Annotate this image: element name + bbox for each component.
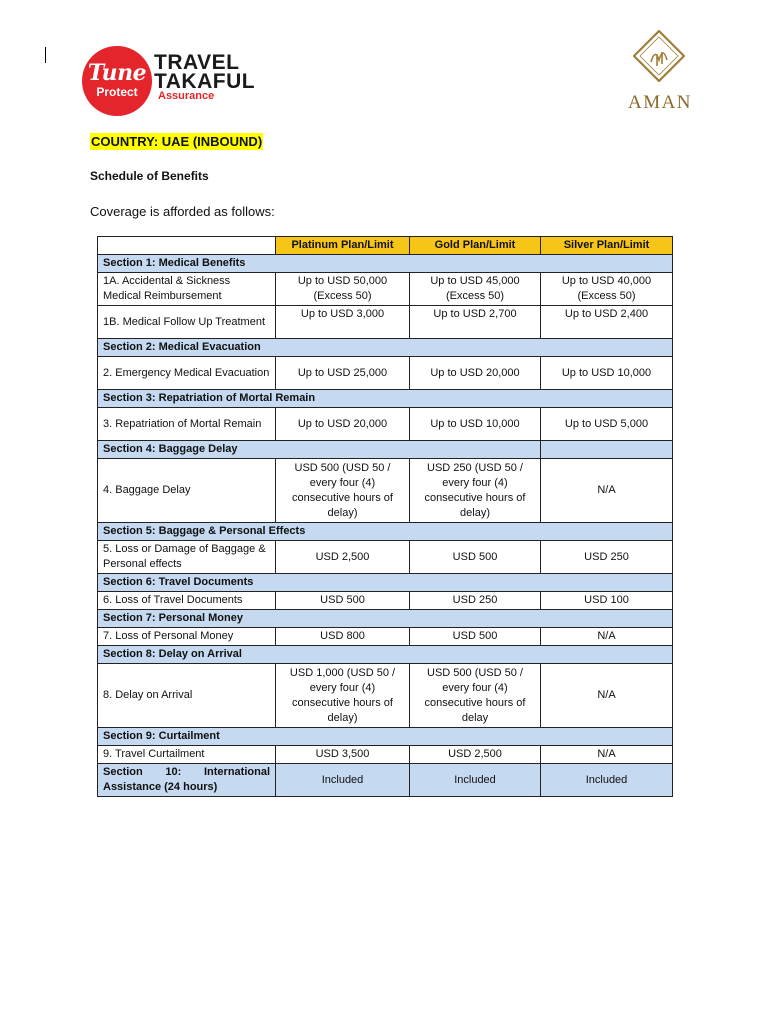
gold-value: USD 500 <box>410 541 541 574</box>
table-row <box>98 628 673 646</box>
silver-value: Up to USD 2,400 <box>541 306 673 339</box>
section-title: Section 4: Baggage Delay <box>98 441 541 459</box>
benefit-label: 7. Loss of Personal Money <box>98 628 276 646</box>
tune-protect-logo <box>82 44 282 124</box>
benefit-label: 8. Delay on Arrival <box>98 664 276 728</box>
table-row <box>98 273 673 306</box>
silver-value: N/A <box>541 459 673 523</box>
section-row <box>98 255 673 273</box>
gold-value: Up to USD 10,000 <box>410 408 541 441</box>
country-heading: COUNTRY: UAE (INBOUND) <box>91 134 263 149</box>
benefits-table <box>97 236 673 797</box>
table-header-row <box>98 237 673 255</box>
coverage-text: Coverage is afforded as follows: <box>90 204 275 219</box>
gold-value: USD 2,500 <box>410 746 541 764</box>
table-row <box>98 764 673 797</box>
table-row <box>98 746 673 764</box>
section-title: Section 7: Personal Money <box>98 610 673 628</box>
text-cursor <box>45 47 46 63</box>
section-blank-cell <box>541 441 673 459</box>
schedule-title: Schedule of Benefits <box>90 169 209 183</box>
silver-value: N/A <box>541 664 673 728</box>
gold-value: USD 500 <box>410 628 541 646</box>
tune-protect-badge <box>82 46 152 116</box>
gold-value: Up to USD 20,000 <box>410 357 541 390</box>
section-row <box>98 646 673 664</box>
benefit-label: 1B. Medical Follow Up Treatment <box>98 306 276 339</box>
platinum-header: Platinum Plan/Limit <box>276 237 410 255</box>
platinum-value: USD 500 <box>276 592 410 610</box>
platinum-value: USD 500 (USD 50 / every four (4) consecutive hours of delay) <box>276 459 410 523</box>
platinum-value: Included <box>276 764 410 797</box>
benefit-label: 4. Baggage Delay <box>98 459 276 523</box>
platinum-value: USD 800 <box>276 628 410 646</box>
section-title: Section 6: Travel Documents <box>98 574 673 592</box>
benefit-label: 3. Repatriation of Mortal Remain <box>98 408 276 441</box>
benefit-label: 1A. Accidental & Sickness Medical Reimbursement <box>98 273 276 306</box>
assurance-word: Assurance <box>158 90 215 102</box>
table-row <box>98 541 673 574</box>
table-row <box>98 459 673 523</box>
silver-value: N/A <box>541 628 673 646</box>
header-blank-cell <box>98 237 276 255</box>
section-row <box>98 728 673 746</box>
benefit-label: 9. Travel Curtailment <box>98 746 276 764</box>
silver-value: USD 250 <box>541 541 673 574</box>
takaful-word: TAKAFUL <box>154 70 256 93</box>
gold-value: USD 500 (USD 50 / every four (4) consecutive hours of delay <box>410 664 541 728</box>
platinum-value: USD 1,000 (USD 50 / every four (4) consecutive hours of delay) <box>276 664 410 728</box>
table-row <box>98 592 673 610</box>
table-row <box>98 357 673 390</box>
tune-word: Tune <box>87 60 147 86</box>
section-row <box>98 339 673 357</box>
aman-word: AMAN <box>627 92 693 113</box>
section-title: Section 2: Medical Evacuation <box>98 339 673 357</box>
silver-value: Up to USD 10,000 <box>541 357 673 390</box>
table-row <box>98 664 673 728</box>
silver-value: Up to USD 5,000 <box>541 408 673 441</box>
section-row <box>98 390 673 408</box>
section-10-label: Section 10: International Assistance (24 hours) <box>98 764 276 797</box>
gold-value: USD 250 (USD 50 / every four (4) consecutive hours of delay) <box>410 459 541 523</box>
section-row <box>98 574 673 592</box>
silver-value: Up to USD 40,000 (Excess 50) <box>541 273 673 306</box>
section-row <box>98 441 673 459</box>
platinum-value: USD 2,500 <box>276 541 410 574</box>
aman-logo <box>620 26 700 118</box>
gold-value: USD 250 <box>410 592 541 610</box>
table-row <box>98 306 673 339</box>
silver-value: N/A <box>541 746 673 764</box>
silver-value: USD 100 <box>541 592 673 610</box>
table-row <box>98 408 673 441</box>
gold-value: Up to USD 45,000 (Excess 50) <box>410 273 541 306</box>
section-row <box>98 523 673 541</box>
section-title: Section 1: Medical Benefits <box>98 255 673 273</box>
gold-value: Up to USD 2,700 <box>410 306 541 339</box>
silver-value: Included <box>541 764 673 797</box>
travel-word: TRAVEL <box>154 51 240 74</box>
section-title: Section 3: Repatriation of Mortal Remain <box>98 390 673 408</box>
silver-header: Silver Plan/Limit <box>541 237 673 255</box>
section-title: Section 8: Delay on Arrival <box>98 646 673 664</box>
platinum-value: Up to USD 50,000 (Excess 50) <box>276 273 410 306</box>
benefit-label: 2. Emergency Medical Evacuation <box>98 357 276 390</box>
platinum-value: USD 3,500 <box>276 746 410 764</box>
section-title: Section 5: Baggage & Personal Effects <box>98 523 673 541</box>
aman-emblem-icon <box>633 30 685 82</box>
tune-protect-word: Protect <box>96 85 138 99</box>
gold-header: Gold Plan/Limit <box>410 237 541 255</box>
platinum-value: Up to USD 25,000 <box>276 357 410 390</box>
platinum-value: Up to USD 3,000 <box>276 306 410 339</box>
section-title: Section 9: Curtailment <box>98 728 673 746</box>
gold-value: Included <box>410 764 541 797</box>
platinum-value: Up to USD 20,000 <box>276 408 410 441</box>
section-row <box>98 610 673 628</box>
benefit-label: 6. Loss of Travel Documents <box>98 592 276 610</box>
benefit-label: 5. Loss or Damage of Baggage & Personal effects <box>98 541 276 574</box>
